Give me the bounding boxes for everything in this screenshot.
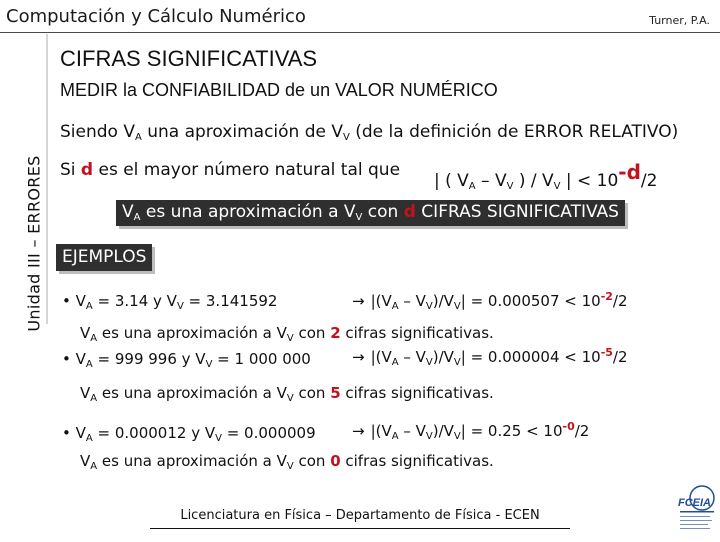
subscript: V: [425, 431, 433, 442]
subscript: A: [391, 301, 399, 312]
subscript: A: [85, 433, 93, 444]
condition-formula: [434, 160, 657, 192]
significant-digits: 5: [330, 384, 341, 402]
subscript: A: [133, 212, 141, 223]
subscript: A: [134, 132, 142, 143]
subscript: V: [425, 357, 433, 368]
exponent: -0: [562, 420, 575, 433]
subscript: V: [286, 333, 294, 344]
subscript: V: [506, 181, 514, 192]
header-divider: [0, 32, 720, 33]
text: )/V: [432, 348, 454, 366]
text: V: [80, 452, 91, 470]
footer-text: Licenciatura en Física – Departamento de Física - ECEN: [180, 508, 540, 523]
condition-line: [60, 160, 400, 180]
subscript: V: [286, 461, 294, 472]
text: con: [293, 384, 331, 402]
bullet: •: [62, 292, 71, 310]
examples-label: EJEMPLOS: [56, 244, 152, 271]
footer-underline: [150, 528, 570, 529]
exponent: -5: [600, 346, 613, 359]
example-1-conclusion: [80, 324, 494, 344]
text: CIFRAS SIGNIFICATIVAS: [415, 202, 619, 222]
subscript: V: [453, 357, 461, 368]
logo-fineprint: [680, 516, 710, 517]
course-title: Computación y Cálculo Numérico: [6, 6, 306, 27]
text: V: [122, 202, 134, 222]
text: – V: [398, 292, 426, 310]
example-2-conclusion: [80, 384, 494, 404]
exponent: -d: [618, 160, 641, 184]
example-1-values: [62, 292, 277, 312]
text: )/V: [432, 292, 454, 310]
bullet: •: [62, 350, 71, 368]
example-2-values: [62, 350, 311, 370]
text: |(V: [370, 348, 392, 366]
text: una aproximación de V: [141, 122, 343, 142]
subscript: V: [553, 181, 561, 192]
text: es una aproximación a V: [97, 324, 287, 342]
text: es el mayor número natural tal que: [93, 160, 401, 180]
slide-title: CIFRAS SIGNIFICATIVAS: [60, 46, 318, 71]
text: /2: [640, 171, 658, 191]
text: | ( V: [434, 171, 469, 191]
example-1-relative-error: [346, 290, 628, 312]
subscript: A: [468, 181, 476, 192]
text: con: [293, 324, 331, 342]
text: /2: [612, 292, 628, 310]
logo-fineprint: [680, 520, 712, 521]
subscript: A: [391, 431, 399, 442]
arrow-right-icon: →: [352, 348, 365, 366]
text: | = 0.000507 < 10: [460, 292, 601, 310]
text: cifras significativas.: [340, 452, 494, 470]
text: V: [80, 324, 91, 342]
text: Siendo V: [60, 122, 135, 142]
text: – V: [398, 348, 426, 366]
logo-text: FCEIA: [678, 497, 711, 509]
text: es una aproximación a V: [97, 384, 287, 402]
example-2-relative-error: [346, 346, 628, 368]
text: = 3.141592: [183, 292, 278, 310]
text: V: [75, 424, 86, 442]
text: = 0.000012 y V: [92, 424, 216, 442]
subscript: V: [205, 359, 213, 370]
bullet: •: [62, 424, 71, 442]
subscript: A: [85, 359, 93, 370]
subscript: V: [215, 433, 222, 444]
text: | = 0.000004 < 10: [460, 348, 601, 366]
text: |(V: [370, 422, 392, 440]
definition-line: [60, 122, 678, 143]
text: | < 10: [560, 171, 619, 191]
subscript: V: [355, 212, 363, 223]
text: V: [75, 292, 86, 310]
text: = 0.000009: [221, 424, 316, 442]
text: cifras significativas.: [340, 384, 494, 402]
slide-subtitle: MEDIR la CONFIABILIDAD de un VALOR NUMÉRICO: [60, 80, 498, 100]
fceia-logo-icon: [676, 484, 718, 538]
text: es una aproximación a V: [97, 452, 287, 470]
text: cifras significativas.: [340, 324, 494, 342]
text: /2: [574, 422, 590, 440]
subscript: V: [176, 301, 184, 312]
text: )/V: [432, 422, 454, 440]
logo-fineprint: [680, 528, 710, 529]
text: (de la definición de ERROR RELATIVO): [349, 122, 679, 142]
fceia-logo: [676, 484, 718, 538]
unit-label: Unidad III – ERRORES: [24, 155, 44, 332]
text: = 999 996 y V: [92, 350, 206, 368]
subscript: A: [391, 357, 399, 368]
text: V: [75, 350, 86, 368]
subscript: A: [90, 393, 98, 404]
text: = 3.14 y V: [92, 292, 177, 310]
arrow-right-icon: →: [352, 422, 365, 440]
subscript: A: [90, 461, 98, 472]
subscript: V: [453, 301, 461, 312]
text: = 1 000 000: [212, 350, 311, 368]
example-3-conclusion: [80, 452, 494, 472]
example-3-values: [62, 424, 316, 444]
text: | = 0.25 < 10: [460, 422, 563, 440]
subscript: V: [425, 301, 433, 312]
subscript: A: [85, 301, 93, 312]
logo-fineprint: [680, 524, 708, 525]
author-name: Turner, P.A.: [649, 14, 710, 27]
subscript: V: [286, 393, 294, 404]
exponent: -2: [600, 290, 613, 303]
text: ) / V: [513, 171, 554, 191]
text: |(V: [370, 292, 392, 310]
text: es una aproximación a V: [140, 202, 356, 222]
text: Si: [60, 160, 81, 180]
significant-digits: 2: [330, 324, 341, 342]
example-3-relative-error: [346, 420, 589, 442]
subscript: V: [453, 431, 461, 442]
text: con: [362, 202, 404, 222]
subscript: V: [343, 132, 350, 143]
arrow-right-icon: →: [352, 292, 365, 310]
subscript: A: [90, 333, 98, 344]
text: con: [293, 452, 331, 470]
significant-digits: 0: [330, 452, 341, 470]
d-variable: d: [403, 202, 416, 222]
text: – V: [475, 171, 507, 191]
definition-box: [116, 200, 625, 226]
d-variable: d: [80, 160, 94, 180]
text: /2: [612, 348, 628, 366]
text: V: [80, 384, 91, 402]
text: – V: [398, 422, 426, 440]
logo-rule: [680, 511, 714, 513]
